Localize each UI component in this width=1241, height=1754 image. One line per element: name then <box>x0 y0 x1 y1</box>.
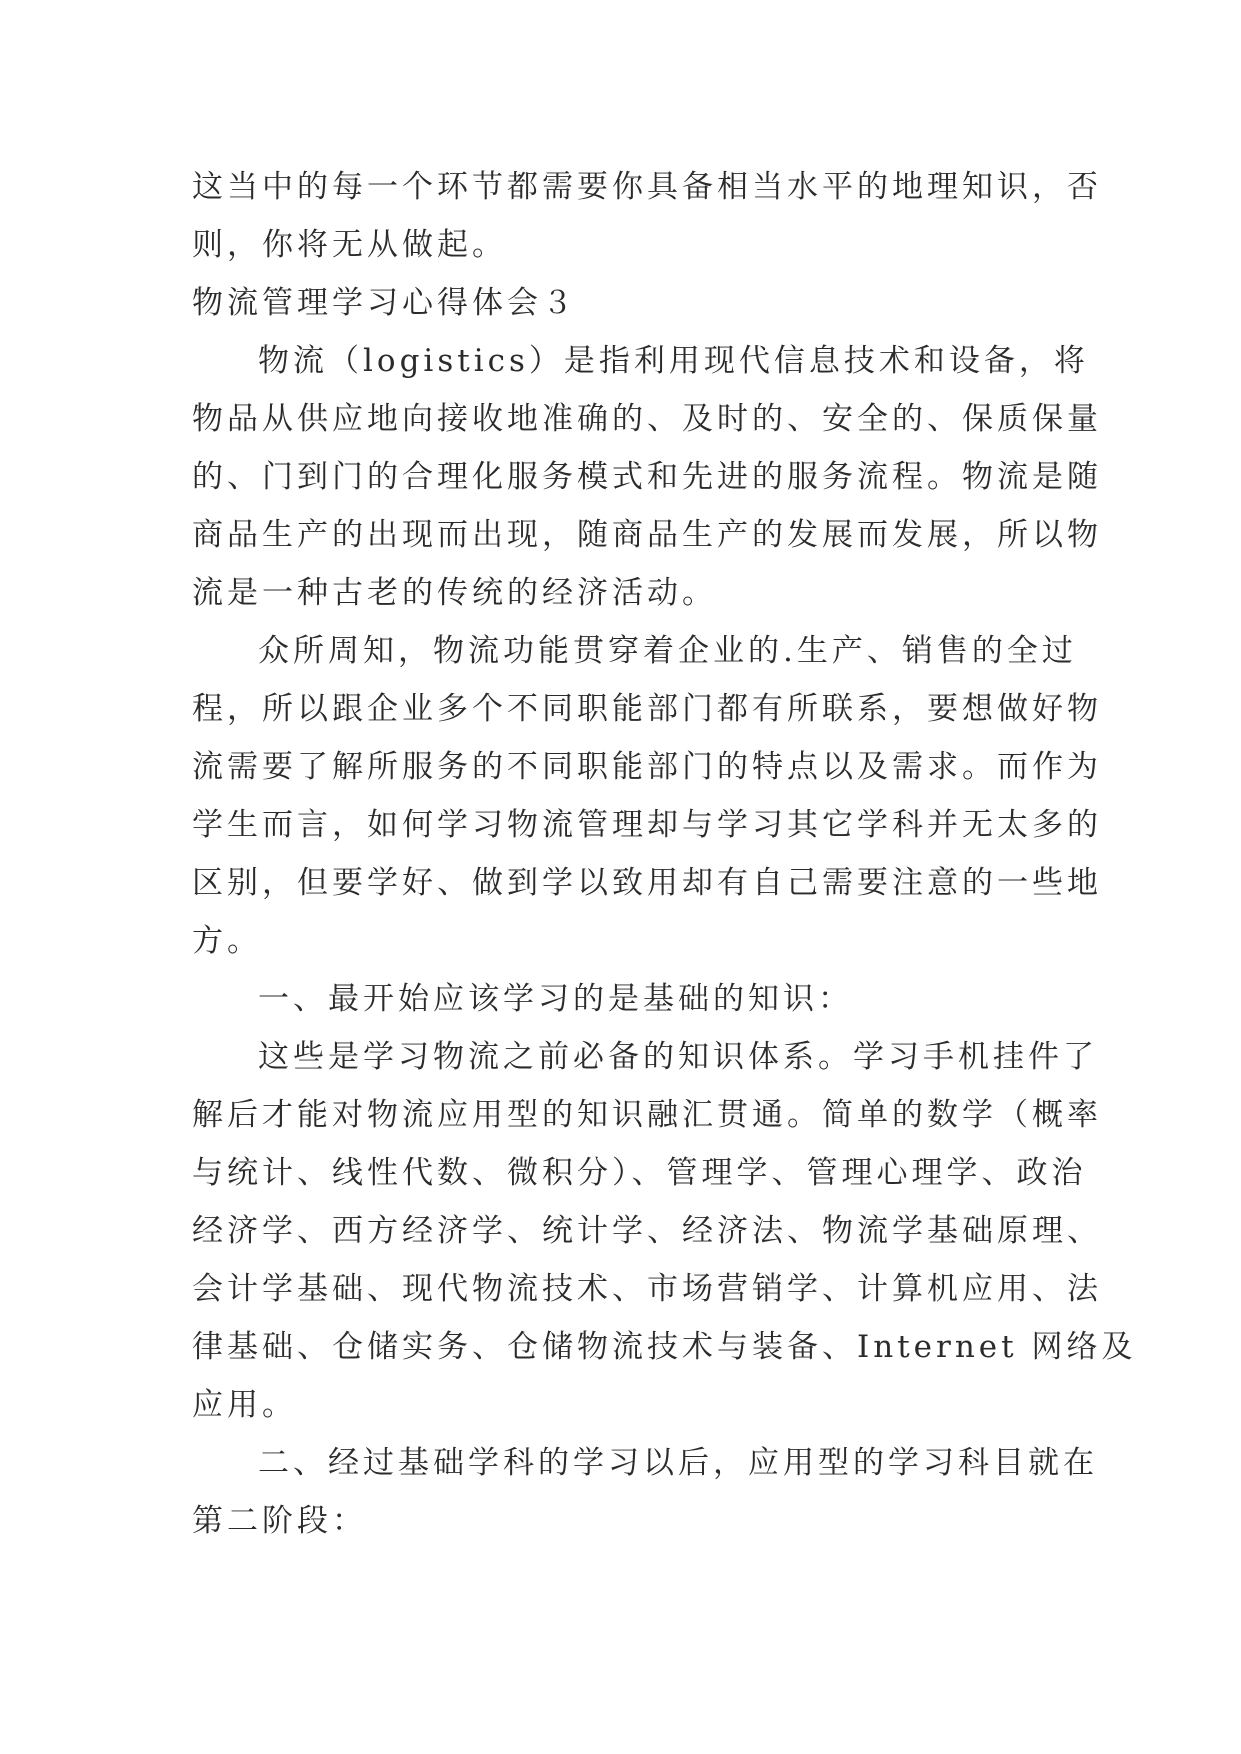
text-line: 众所周知，物流功能贯穿着企业的.生产、销售的全过 <box>258 633 1077 669</box>
text-line: 物流管理学习心得体会３ <box>192 285 577 321</box>
text-line: 经济学、西方经济学、统计学、经济法、物流学基础原理、 <box>192 1213 1102 1249</box>
text-line: 则，你将无从做起。 <box>192 227 507 263</box>
text-line: 的、门到门的合理化服务模式和先进的服务流程。物流是随 <box>192 459 1102 495</box>
text-line: 一、最开始应该学习的是基础的知识： <box>258 981 853 1017</box>
text-line: 物品从供应地向接收地准确的、及时的、安全的、保质保量 <box>192 401 1102 437</box>
text-line: 流需要了解所服务的不同职能部门的特点以及需求。而作为 <box>192 749 1102 785</box>
document-body <box>192 158 1137 1550</box>
text-line: 应用。 <box>192 1387 297 1423</box>
text-line: 会计学基础、现代物流技术、市场营销学、计算机应用、法 <box>192 1271 1102 1307</box>
text-line: 这当中的每一个环节都需要你具备相当水平的地理知识，否 <box>192 169 1102 205</box>
text-line: 程，所以跟企业多个不同职能部门都有所联系，要想做好物 <box>192 691 1102 727</box>
text-line: 与统计、线性代数、微积分）、管理学、管理心理学、政治 <box>192 1155 1087 1191</box>
text-line: 这些是学习物流之前必备的知识体系。学习手机挂件了 <box>258 1039 1098 1075</box>
text-line: 第二阶段： <box>192 1503 367 1539</box>
text-line: 学生而言，如何学习物流管理却与学习其它学科并无太多的 <box>192 807 1102 843</box>
text-line: 流是一种古老的传统的经济活动。 <box>192 575 717 611</box>
text-line: 方。 <box>192 923 262 959</box>
text-line: 律基础、仓储实务、仓储物流技术与装备、Internet 网络及 <box>192 1329 1137 1365</box>
text-line: 区别，但要学好、做到学以致用却有自己需要注意的一些地 <box>192 865 1102 901</box>
text-line: 二、经过基础学科的学习以后，应用型的学习科目就在 <box>258 1445 1098 1481</box>
text-line: 物流（logistics）是指利用现代信息技术和设备，将 <box>258 343 1089 379</box>
text-line: 商品生产的出现而出现，随商品生产的发展而发展，所以物 <box>192 517 1102 553</box>
text-line: 解后才能对物流应用型的知识融汇贯通。简单的数学（概率 <box>192 1097 1102 1133</box>
